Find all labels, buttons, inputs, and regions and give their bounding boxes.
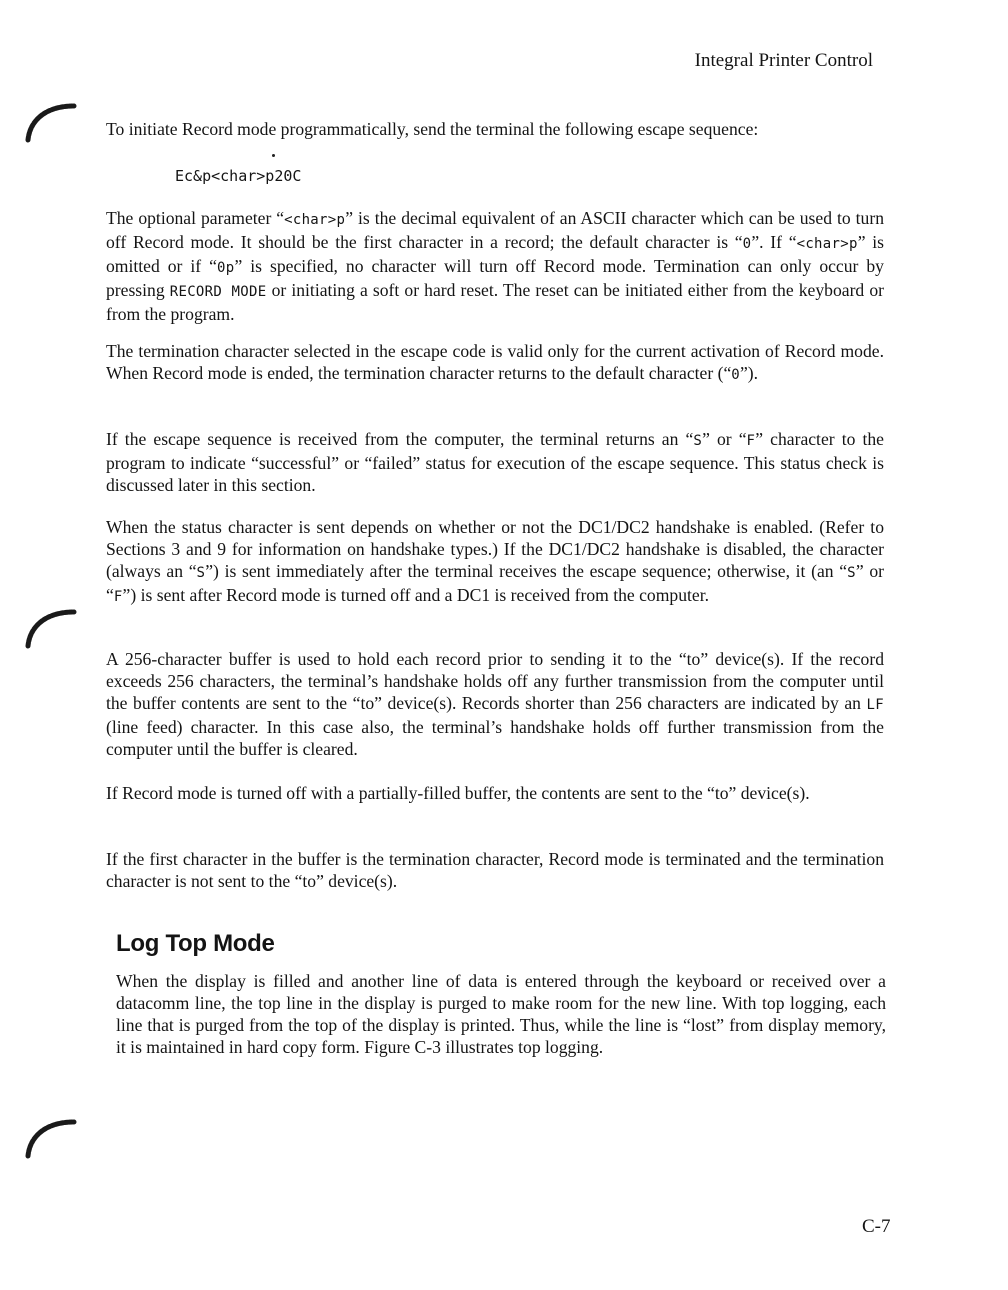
binder-hole-mark <box>22 100 80 144</box>
paragraph-handshake: When the status character is sent depends on whether or not the DC1/DC2 handshake is enabled. (Refer to Sections 3 and 9 for information on handshake types.) If the DC1/DC2 handshake is disabled, the character (always an “S”) is sent immediately after the terminal receives the escape sequence; otherwise, it (an “S” or “F”) is sent after Record mode is turned off and a DC1 is received from the computer. <box>106 517 884 605</box>
paragraph-partial-buffer: If Record mode is turned off with a partially-filled buffer, the contents are sent to the “to” device(s). <box>106 783 810 803</box>
running-header: Integral Printer Control <box>694 50 873 71</box>
binder-hole-mark <box>22 606 80 650</box>
paragraph-log-top: When the display is filled and another line of data is entered through the keyboard or received over a datacomm line, the top line in the display is purged to make room for the new line. With top logging, each line that is purged from the top of the display is printed. Thus, while the line is “lost” from display memory, it is maintained in hard copy form. Figure C-3 illustrates top logging. <box>116 971 886 1057</box>
section-heading: Log Top Mode <box>116 930 275 957</box>
paragraph-status-return: If the escape sequence is received from the computer, the terminal returns an “S” or “F” character to the program to indicate “successful” or “failed” status for execution of the escape sequence. This status check is discussed later in this section. <box>106 429 884 495</box>
escape-sequence: Ec&p<char>p20C <box>175 167 302 185</box>
paragraph-termination-character: The termination character selected in the escape code is valid only for the current activation of Record mode. When Record mode is ended, the termination character returns to the default character (“0”). <box>106 341 884 383</box>
intro-paragraph: To initiate Record mode programmatically, send the terminal the following escape sequence: <box>106 119 759 139</box>
paragraph-optional-parameter: The optional parameter “<char>p” is the decimal equivalent of an ASCII character which can be used to turn off Record mode. It should be the first character in a record; the default character is “0”. If “<char>p” is omitted or if “0p” is specified, no character will turn off Record mode. Termination can only occur by pressing RECORD MODE or initiating a soft or hard reset. The reset can be initiated either from the keyboard or from the program. <box>106 208 884 324</box>
binder-hole-mark <box>22 1116 80 1160</box>
paragraph-buffer: A 256-character buffer is used to hold each record prior to sending it to the “to” device(s). If the record exceeds 256 characters, the terminal’s handshake holds off any further transmission from the computer until the buffer contents are sent to the “to” device(s). Records shorter than 256 characters are indicated by an LF (line feed) character. In this case also, the terminal’s handshake holds off further transmission from the computer until the buffer is cleared. <box>106 649 884 759</box>
print-speck <box>272 154 275 157</box>
paragraph-first-character: If the first character in the buffer is the termination character, Record mode is terminated and the termination character is not sent to the “to” device(s). <box>106 849 884 891</box>
page-number: C-7 <box>862 1216 891 1237</box>
